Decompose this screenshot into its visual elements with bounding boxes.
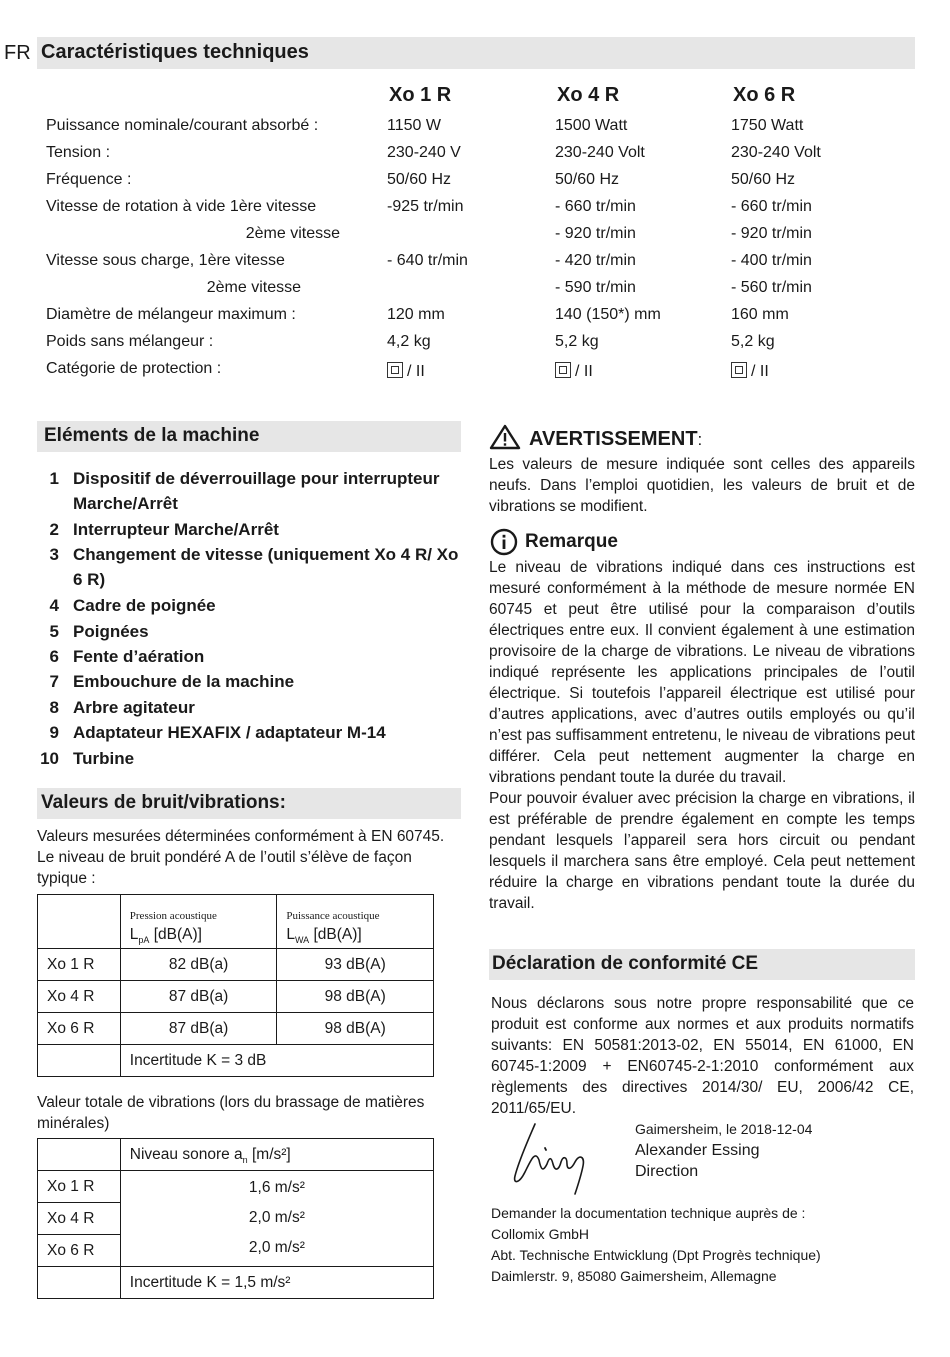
spec-value: 50/60 Hz — [731, 171, 796, 188]
item-text: Interrupteur Marche/Arrêt — [73, 520, 279, 539]
warning-colon: : — [697, 430, 703, 449]
header-l: L — [129, 926, 139, 943]
header-small: Pression acoustique — [129, 910, 217, 922]
item-number: 1 — [49, 469, 59, 488]
item-text: Poignées — [73, 622, 149, 641]
lwa-cell: 93 dB(A) — [277, 949, 434, 981]
model-header-xo4r: Xo 4 R — [557, 84, 620, 106]
model-cell: Xo 1 R — [38, 1171, 121, 1203]
table-row — [38, 1013, 434, 1045]
header-unit: [m/s²] — [252, 1145, 291, 1163]
vibration-value: 2,0 m/s² — [248, 1209, 305, 1226]
doc-line: Daimlerstr. 9, 85080 Gaimersheim, Allemagne — [491, 1268, 777, 1284]
spec-row — [0, 171, 950, 198]
vibration-table — [37, 1138, 434, 1299]
spec-value: - 660 tr/min — [731, 198, 812, 215]
spec-value: 230-240 Volt — [731, 144, 821, 161]
doc-line: Abt. Technische Entwicklung (Dpt Progrès technique) — [491, 1247, 821, 1263]
model-header-xo6r: Xo 6 R — [733, 84, 796, 106]
item-text: Adaptateur HEXAFIX / adaptateur M-14 — [73, 723, 386, 742]
model-cell: Xo 1 R — [38, 949, 121, 981]
remark-heading — [489, 529, 919, 557]
item-number: 3 — [49, 545, 59, 564]
table-header-lwa — [277, 895, 434, 949]
spec-value: 160 mm — [731, 306, 789, 323]
header-l: L — [286, 926, 295, 943]
model-cell: Xo 4 R — [38, 1203, 121, 1235]
spec-value: - 640 tr/min — [387, 252, 468, 269]
table-cell — [38, 1139, 121, 1171]
protection-class-icon — [387, 362, 403, 378]
spec-value: - 920 tr/min — [555, 225, 636, 242]
spec-label: Vitesse sous charge, 1ère vitesse — [46, 252, 285, 269]
noise-table — [37, 894, 434, 1077]
vibration-values-cell — [120, 1171, 433, 1267]
header-unit — [130, 926, 277, 944]
vibration-value: 1,6 m/s² — [248, 1179, 305, 1196]
spec-row — [0, 117, 950, 144]
header-unit-text: [dB(A)] — [313, 926, 362, 943]
table-row — [38, 1267, 434, 1299]
item-number: 4 — [49, 596, 59, 615]
declaration-text: Nous déclarons sous notre propre responsabilité que ce produit est conforme aux normes et aux produits normatifs suivants: EN 50581:2013-02, EN 55014, EN 61000, EN 60745-1:2009 + EN60745-2-1:2010 conformément aux règlements des directives 2014/30/ EU, 2006/42 CE, 2011/65/EU. — [491, 995, 914, 1117]
header-text: Niveau sonore a — [129, 1145, 243, 1163]
remark-title: Remarque — [525, 531, 618, 552]
table-cell — [38, 1267, 121, 1299]
spec-label: Catégorie de protection : — [46, 360, 222, 377]
item-text: Turbine — [73, 749, 135, 768]
vibration-header — [120, 1139, 433, 1171]
table-row — [38, 1171, 434, 1203]
header-sub: WA — [295, 935, 310, 945]
table-row — [38, 1139, 434, 1171]
model-cell: Xo 6 R — [38, 1013, 121, 1045]
item-number: 7 — [49, 672, 59, 691]
lwa-cell: 98 dB(A) — [277, 1013, 434, 1045]
protection-class-text: / II — [407, 363, 425, 380]
noise-intro-text: Valeurs mesurées déterminées conformément à EN 60745. Le niveau de bruit pondéré A de l’outil s’élève de façon typique : — [37, 828, 445, 887]
spec-value: - 560 tr/min — [731, 279, 812, 296]
spec-value: - 920 tr/min — [731, 225, 812, 242]
spec-value: 1750 Watt — [731, 117, 804, 134]
section-title-noise: Valeurs de bruit/vibrations: — [37, 788, 461, 819]
signature-image — [505, 1120, 597, 1198]
model-cell: Xo 4 R — [38, 981, 121, 1013]
spec-value: 120 mm — [387, 306, 445, 323]
table-row — [38, 895, 434, 949]
uncertainty-cell: Incertitude K = 3 dB — [120, 1045, 433, 1077]
warning-text: Les valeurs de mesure indiquée sont celles des appareils neufs. Dans l’emploi quotidien, les valeurs de bruit et de vibrations se modifient. — [489, 456, 915, 515]
spec-value — [387, 360, 425, 381]
spec-label: Poids sans mélangeur : — [46, 333, 214, 350]
spec-row — [0, 360, 950, 387]
spec-label: 2ème vitesse — [245, 225, 340, 242]
spec-value: - 590 tr/min — [555, 279, 636, 296]
item-text: Arbre agitateur — [73, 698, 195, 717]
spec-value — [731, 360, 769, 381]
spec-value: 50/60 Hz — [555, 171, 620, 188]
section-title-specs: Caractéristiques techniques — [37, 37, 915, 69]
signer-block — [635, 1140, 760, 1182]
lpa-cell: 82 dB(a) — [120, 949, 277, 981]
table-row — [38, 949, 434, 981]
uncertainty-cell: Incertitude K = 1,5 m/s² — [120, 1267, 433, 1299]
place-date: Gaimersheim, le 2018-12-04 — [635, 1121, 813, 1137]
spec-value: 140 (150*) mm — [555, 306, 661, 323]
lpa-cell: 87 dB(a) — [120, 1013, 277, 1045]
remark-paragraph: Le niveau de vibrations indiqué dans ces instructions est mesuré conformément à la méthode de mesure normée EN 60745 et peut être utilisé pour la comparaison d’outils électriques entre eux. Il convient également à une estimation provisoire de la charge de vibrations. Le niveau de vibrations indiqué représente les applications principales de l’outil électrique. Si toutefois l’appareil électrique est utilisé pour d’autres applications, avec d’autres outils employés ou qu’il n’est pas suffisamment entretenu, le niveau de vibrations peut différer. Cela peut nettement augmenter la charge en vibrations pendant toute la durée du travail. — [489, 559, 915, 786]
header-sub: n — [242, 1154, 248, 1165]
spec-label: Diamètre de mélangeur maximum : — [46, 306, 296, 323]
item-text: Changement de vitesse (uniquement Xo 4 R/ Xo 6 R) — [73, 545, 459, 589]
warning-title-text: AVERTISSEMENT — [529, 428, 698, 450]
spec-row — [0, 252, 950, 279]
model-cell: Xo 6 R — [38, 1235, 121, 1267]
spec-value: 230-240 Volt — [555, 144, 645, 161]
vibration-intro-text: Valeur totale de vibrations (lors du brassage de matières minérales) — [37, 1094, 425, 1132]
warning-remark-block — [489, 424, 919, 914]
protection-class-icon — [555, 362, 571, 378]
section-title-declaration: Déclaration de conformité CE — [489, 949, 915, 980]
item-text: Embouchure de la machine — [73, 672, 295, 691]
protection-class-text: / II — [751, 363, 769, 380]
spec-row — [0, 225, 950, 252]
item-number: 10 — [40, 749, 59, 768]
spec-label: Tension : — [46, 144, 111, 161]
item-text: Cadre de poignée — [73, 596, 216, 615]
signer-role: Direction — [635, 1163, 699, 1180]
spec-value: 5,2 kg — [731, 333, 775, 350]
item-number: 5 — [49, 622, 59, 641]
doc-line: Collomix GmbH — [491, 1226, 590, 1242]
spec-value: 1500 Watt — [555, 117, 628, 134]
item-number: 8 — [49, 698, 59, 717]
spec-value: 4,2 kg — [387, 333, 431, 350]
spec-value — [555, 360, 593, 381]
protection-class-icon — [731, 362, 747, 378]
lwa-cell: 98 dB(A) — [277, 981, 434, 1013]
info-icon — [490, 528, 518, 556]
item-text: Fente d’aération — [73, 647, 205, 666]
spec-value: -925 tr/min — [387, 198, 464, 215]
spec-label: Fréquence : — [46, 171, 132, 188]
warning-title — [529, 428, 702, 451]
table-row — [38, 981, 434, 1013]
spec-value: 230-240 V — [387, 144, 461, 161]
spec-value: - 660 tr/min — [555, 198, 636, 215]
model-header-xo1r: Xo 1 R — [389, 84, 452, 106]
header-unit — [286, 926, 433, 944]
header-unit-text: [dB(A)] — [153, 926, 202, 943]
spec-label: Puissance nominale/courant absorbé : — [46, 117, 319, 134]
remark-paragraph: Pour pouvoir évaluer avec précision la charge en vibrations, il est préférable de prendre également en compte les temps pendant lesquels l’appareil sera hors circuit ou pendant lesquels il marchera sans être employé. Cela peut nettement réduire la charge en vibrations pendant toute la durée du travail. — [489, 790, 915, 912]
warning-triangle-icon — [489, 424, 521, 450]
vibration-value: 2,0 m/s² — [248, 1239, 305, 1256]
section-title-elements: Eléments de la machine — [37, 421, 461, 452]
spec-value: - 420 tr/min — [555, 252, 636, 269]
warning-heading — [489, 424, 919, 454]
header-small: Puissance acoustique — [286, 910, 380, 922]
spec-value: 1150 W — [387, 117, 441, 134]
header-sub: pA — [138, 935, 150, 945]
table-cell — [38, 1045, 121, 1077]
protection-class-text: / II — [575, 363, 593, 380]
spec-value: - 400 tr/min — [731, 252, 812, 269]
spec-label: 2ème vitesse — [206, 279, 301, 296]
table-row — [38, 1045, 434, 1077]
lpa-cell: 87 dB(a) — [120, 981, 277, 1013]
spec-row — [0, 333, 950, 360]
item-text: Dispositif de déverrouillage pour interrupteur Marche/Arrêt — [73, 469, 440, 513]
spec-value: 5,2 kg — [555, 333, 599, 350]
documentation-contact — [491, 1203, 821, 1287]
item-number: 6 — [49, 647, 59, 666]
spec-row — [0, 144, 950, 171]
language-code: FR — [4, 42, 31, 64]
table-header-lpa — [120, 895, 277, 949]
spec-row — [0, 306, 950, 333]
item-number: 2 — [49, 520, 59, 539]
signer-name: Alexander Essing — [635, 1142, 760, 1159]
doc-line: Demander la documentation technique auprès de : — [491, 1205, 806, 1221]
spec-row — [0, 198, 950, 225]
spec-row — [0, 279, 950, 306]
item-number: 9 — [49, 723, 59, 742]
spec-label: Vitesse de rotation à vide 1ère vitesse — [46, 198, 317, 215]
table-cell — [38, 895, 121, 949]
spec-value: 50/60 Hz — [387, 171, 452, 188]
